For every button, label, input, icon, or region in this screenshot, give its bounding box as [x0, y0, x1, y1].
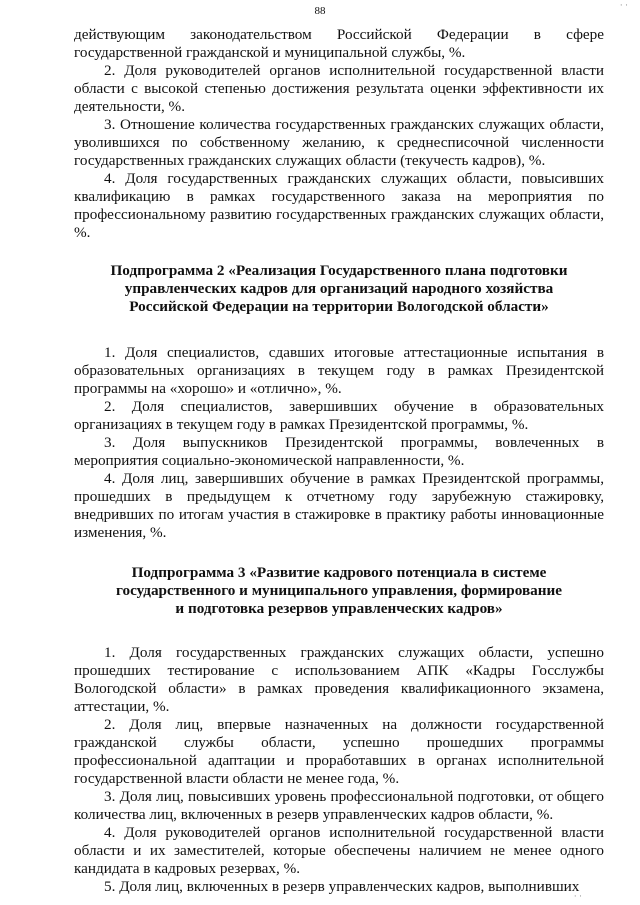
subprogram-2-item-4: 4. Доля лиц, завершивших обучение в рамках Президентской программы, прошедших в предыдущем к отчетному году зарубежную стажировку, внедривших по итогам участия в стажировке в практику работы инновационные изменения, %. — [74, 470, 604, 541]
subprogram-3-item-2: 2. Доля лиц, впервые назначенных на должности государственной гражданской службы области, успешно прошедших программы профессиональной адаптации и проработавших в органах исполнительной государственной власти области не менее года, %. — [74, 716, 604, 787]
subprogram-2-item-2: 2. Доля специалистов, завершивших обучение в образовательных организациях в текущем году в рамках Президентской программы, %. — [74, 398, 604, 433]
subprogram-3-heading-line: Подпрограмма 3 «Развитие кадрового потенциала в системе — [131, 564, 547, 581]
subprogram-2-item-1: 1. Доля специалистов, сдавших итоговые аттестационные испытания в образовательных организациях в текущем году в рамках Президентской программы на «хорошо» и «отлично», %. — [74, 344, 604, 397]
subprogram-2-heading-line: Подпрограмма 2 «Реализация Государственного плана подготовки — [110, 262, 568, 279]
subprogram-3-item-4: 4. Доля руководителей органов исполнительной государственной власти области и их заместителей, которые обеспечены наличием не менее одного кандидата в кадровых резервах, %. — [74, 824, 604, 877]
subprogram-3-item-3: 3. Доля лиц, повысивших уровень профессиональной подготовки, от общего количества лиц, включенных в резерв управленческих кадров области, %. — [74, 788, 604, 823]
intro-paragraph-1: действующим законодательством Российской Федерации в сфере государственной гражданской и муниципальной службы, %. — [74, 26, 604, 61]
page-content — [74, 26, 604, 896]
subprogram-2-heading — [74, 262, 604, 316]
subprogram-2-item-3: 3. Доля выпускников Президентской программы, вовлеченных в мероприятия социально-экономической направленности, %. — [74, 434, 604, 469]
scan-mark-bottom: · · — [573, 891, 582, 901]
subprogram-2-heading-line: Российской Федерации на территории Вологодской области» — [129, 298, 549, 315]
page-number: 88 — [314, 5, 326, 17]
scan-mark-top: · · — [619, 0, 628, 10]
subprogram-3-item-1: 1. Доля государственных гражданских служащих области, успешно прошедших тестирование с использованием АПК «Кадры Госслужбы Вологодской области» в рамках проведения квалификационного экзамена, аттестации, %. — [74, 644, 604, 715]
subprogram-3-heading — [74, 564, 604, 618]
subprogram-3-heading-line: и подготовка резервов управленческих кадров» — [175, 600, 503, 617]
subprogram-2-heading-line: управленческих кадров для организаций народного хозяйства — [124, 280, 554, 297]
subprogram-3-item-5: 5. Доля лиц, включенных в резерв управленческих кадров, выполнивших — [104, 878, 580, 895]
intro-paragraph-2: 2. Доля руководителей органов исполнительной государственной власти области с высокой степенью достижения результата оценки эффективности их деятельности, %. — [74, 62, 604, 115]
subprogram-3-heading-line: государственного и муниципального управления, формирование — [115, 582, 562, 599]
intro-paragraph-3: 3. Отношение количества государственных гражданских служащих области, уволившихся по собственному желанию, к среднесписочной численности государственных гражданских служащих области (текучесть кадров), %. — [74, 116, 604, 169]
intro-paragraph-4: 4. Доля государственных гражданских служащих области, повысивших квалификацию в рамках государственного заказа на мероприятия по профессиональному развитию государственных гражданских служащих области, %. — [74, 170, 604, 241]
